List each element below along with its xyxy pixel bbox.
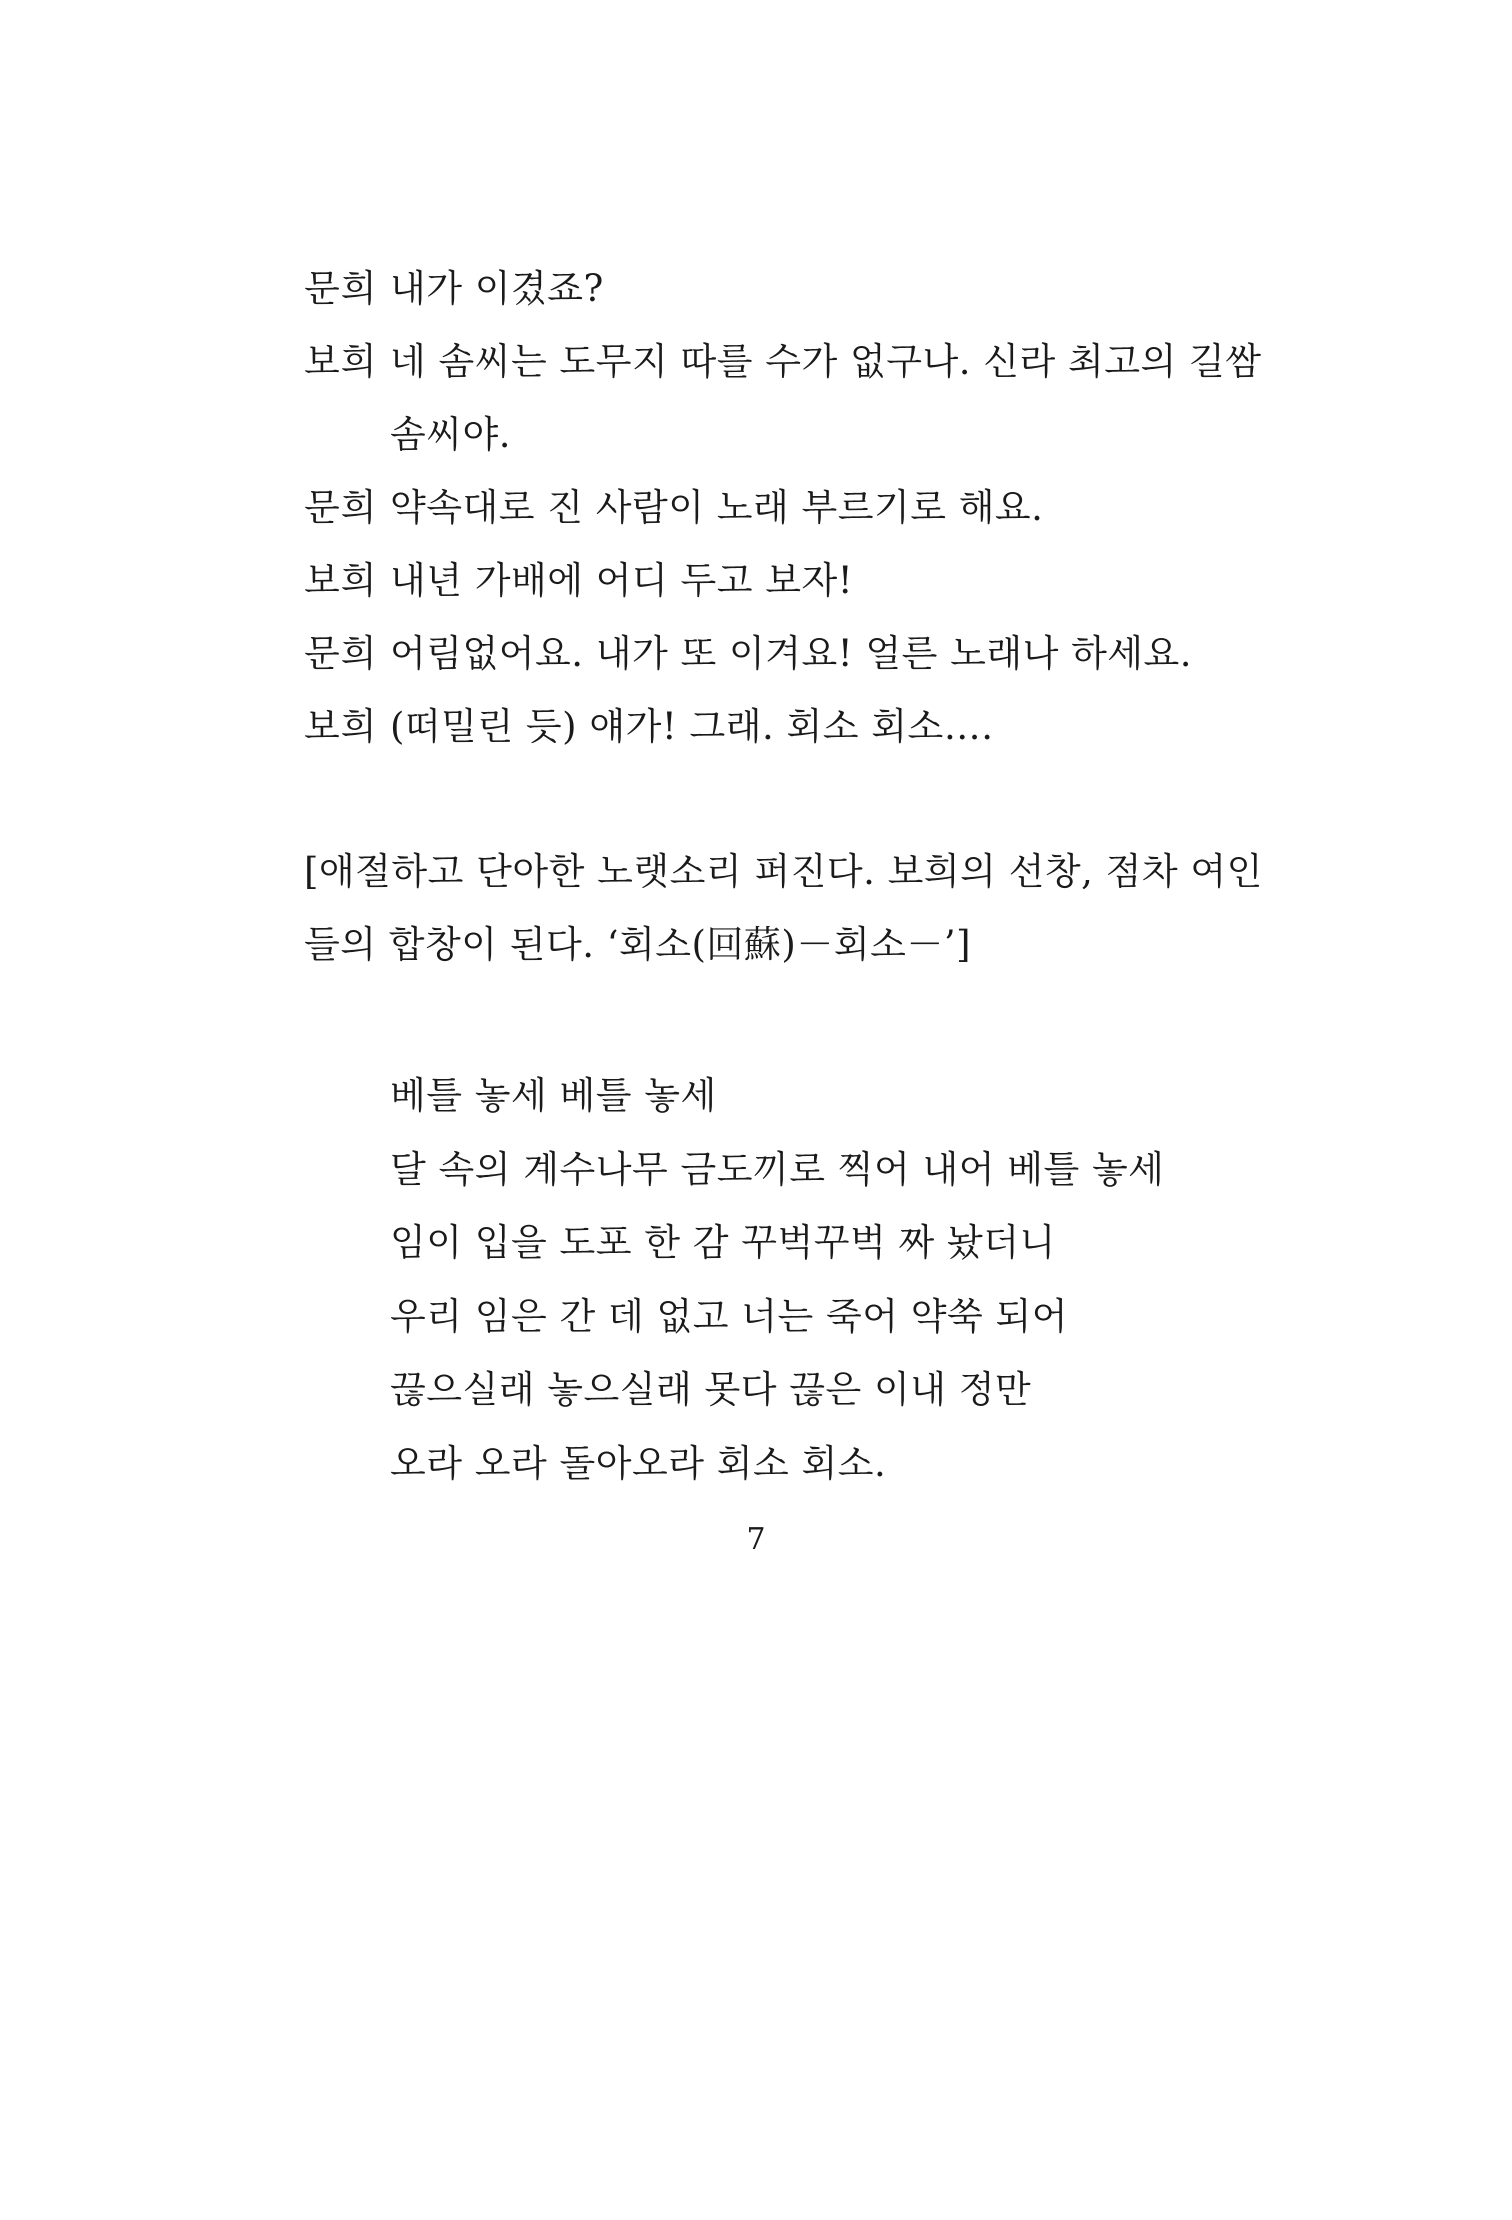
speaker-name: 보희: [304, 340, 378, 383]
dialogue-line: [304, 252, 1264, 325]
dialogue-line: [304, 617, 1264, 690]
stage-direction-line: [애절하고 단아한 노랫소리 퍼진다. 보희의 선창, 점차 여인: [304, 850, 1263, 893]
speaker-name: 문희: [304, 267, 378, 310]
speaker-name: 보희: [304, 705, 378, 748]
lyric-line: 임이 입을 도포 한 감 꾸벅꾸벅 짜 놨더니: [390, 1221, 1056, 1264]
dialogue-text: 어림없어요. 내가 또 이겨요! 얼른 노래나 하세요.: [390, 632, 1193, 675]
dialogue-text: 네 솜씨는 도무지 따를 수가 없구나. 신라 최고의 길쌈: [390, 340, 1262, 383]
speaker-name: 문희: [304, 632, 378, 675]
stage-direction: [304, 835, 1264, 981]
dialogue-line: [304, 471, 1264, 544]
speaker-name: 보희: [304, 559, 378, 602]
dialogue-block: [304, 252, 1264, 763]
lyric-line: 우리 임은 간 데 없고 너는 죽어 약쑥 되어: [390, 1294, 1068, 1338]
lyric-line: 베틀 놓세 베틀 놓세: [390, 1074, 717, 1117]
dialogue-line: [304, 690, 1264, 763]
dialogue-text: 내가 이겼죠?: [390, 267, 604, 310]
dialogue-line: [304, 544, 1264, 617]
stage-direction-line: 들의 합창이 된다. ‘회소(回蘇)－회소－’]: [304, 923, 972, 966]
lyric-line: 끊으실래 놓으실래 못다 끊은 이내 정만: [390, 1368, 1032, 1411]
dialogue-text: 약속대로 진 사람이 노래 부르기로 해요.: [390, 486, 1044, 529]
dialogue-text: 내년 가배에 어디 두고 보자!: [390, 559, 854, 602]
dialogue-continuation: 솜씨야.: [390, 413, 511, 456]
speaker-name: 문희: [304, 486, 378, 529]
song-lyrics: [390, 1059, 1250, 1500]
lyric-line: 오라 오라 돌아오라 회소 회소.: [390, 1441, 887, 1485]
dialogue-line: [304, 325, 1264, 398]
lyric-line: 달 속의 계수나무 금도끼로 찍어 내어 베틀 놓세: [390, 1147, 1165, 1191]
page-number: 7: [746, 1522, 766, 1557]
dialogue-text: (떠밀린 듯) 얘가! 그래. 회소 회소….: [390, 705, 994, 748]
